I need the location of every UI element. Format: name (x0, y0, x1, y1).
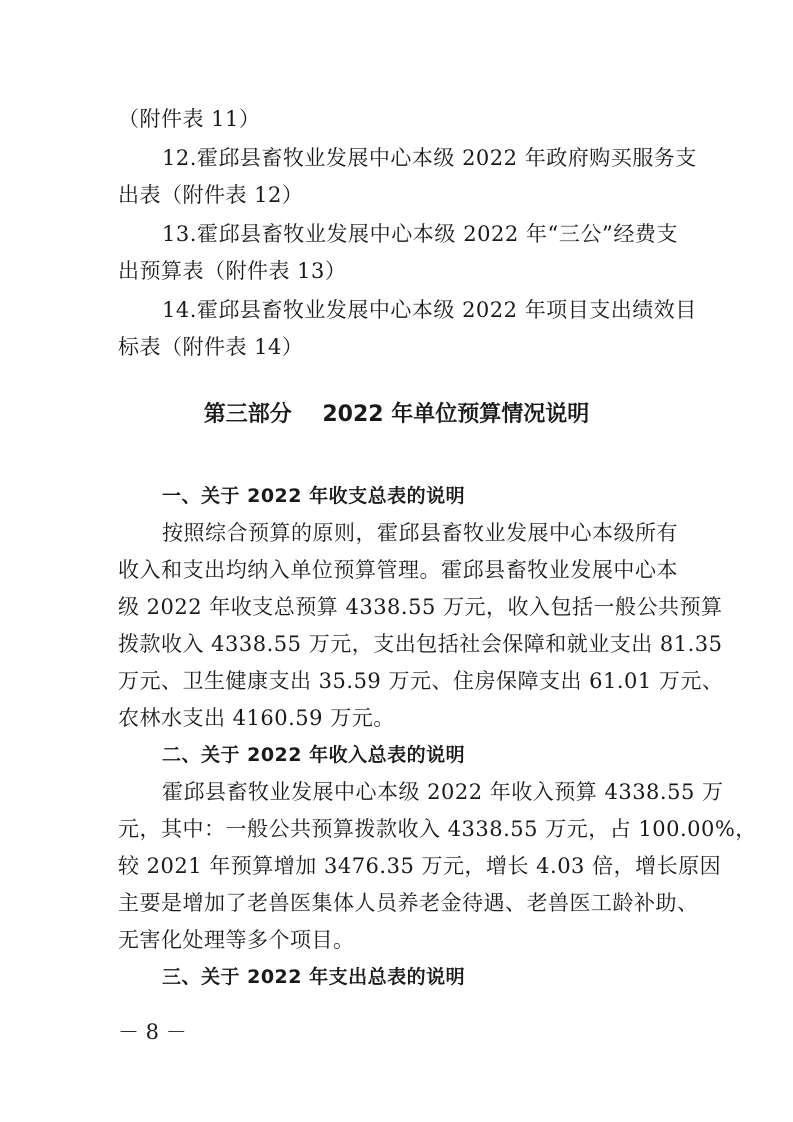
section-1-line-2: 收入和支出均纳入单位预算管理。霍邱县畜牧业发展中心本 (118, 558, 678, 582)
page-number: － 8 － (118, 1020, 187, 1044)
section-3-heading: 三、关于 2022 年支出总表的说明 (162, 966, 466, 988)
section-1-line-5: 万元、卫生健康支出 35.59 万元、住房保障支出 61.01 万元、 (118, 669, 724, 693)
attachment-item-12-line-1: 12.霍邱县畜牧业发展中心本级 2022 年政府购买服务支 (162, 146, 697, 170)
section-1-line-6: 农林水支出 4160.59 万元。 (118, 706, 395, 730)
attachment-line-11: （附件表 11） (118, 107, 261, 131)
section-2-line-3: 较 2021 年预算增加 3476.35 万元，增长 4.03 倍，增长原因 (118, 854, 722, 878)
section-2-line-4: 主要是增加了老兽医集体人员养老金待遇、老兽医工龄补助、 (118, 891, 699, 915)
section-2-line-2: 元，其中：一般公共预算拨款收入 4338.55 万元，占 100.00%， (118, 817, 757, 841)
section-2-line-5: 无害化处理等多个项目。 (118, 928, 355, 952)
attachment-item-12-line-2: 出表（附件表 12） (118, 183, 304, 207)
section-1-line-3: 级 2022 年收支总预算 4338.55 万元，收入包括一般公共预算 (118, 595, 723, 619)
section-1-heading: 一、关于 2022 年收支总表的说明 (162, 485, 466, 507)
section-1-line-4: 拨款收入 4338.55 万元，支出包括社会保障和就业支出 81.35 (118, 632, 723, 656)
attachment-item-13-line-2: 出预算表（附件表 13） (118, 259, 347, 283)
attachment-item-13-line-1: 13.霍邱县畜牧业发展中心本级 2022 年“三公”经费支 (162, 222, 678, 246)
section-1-line-1: 按照综合预算的原则，霍邱县畜牧业发展中心本级所有 (162, 521, 678, 545)
part-three-title: 第三部分 2022 年单位预算情况说明 (203, 402, 590, 427)
attachment-item-14-line-2: 标表（附件表 14） (118, 335, 304, 359)
section-2-heading: 二、关于 2022 年收入总表的说明 (162, 744, 466, 766)
attachment-item-14-line-1: 14.霍邱县畜牧业发展中心本级 2022 年项目支出绩效目 (162, 298, 697, 322)
section-2-line-1: 霍邱县畜牧业发展中心本级 2022 年收入预算 4338.55 万 (162, 780, 724, 804)
